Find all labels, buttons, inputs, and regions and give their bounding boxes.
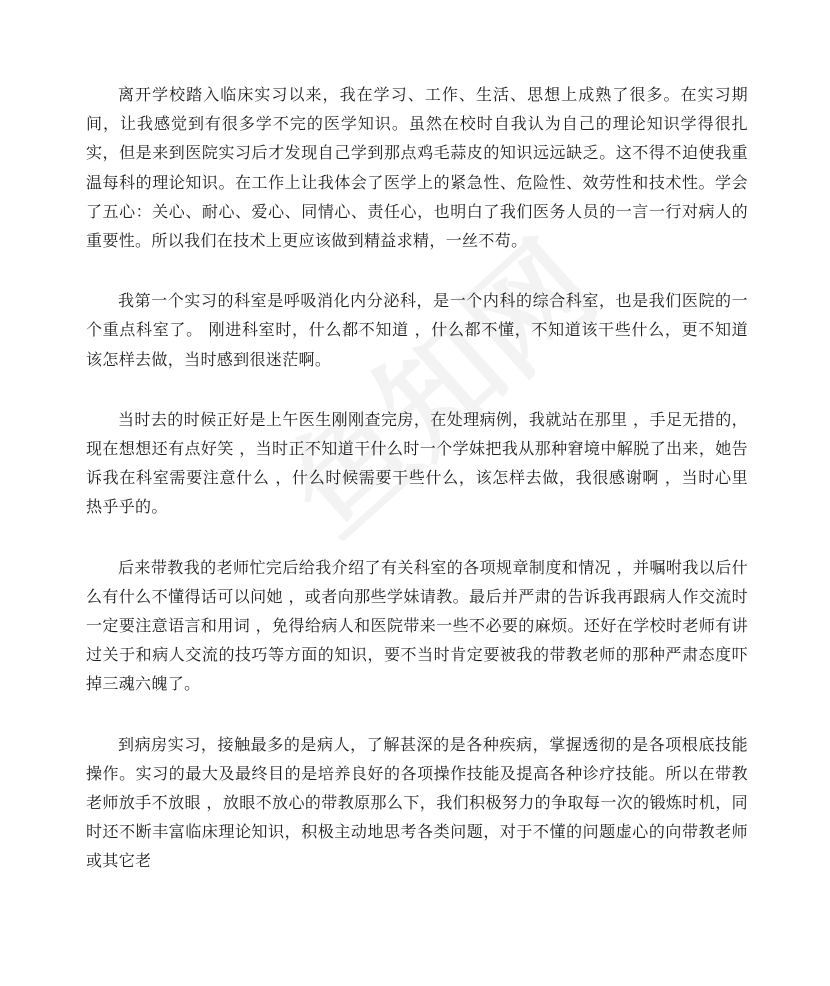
paragraph-4: 后来带教我的老师忙完后给我介绍了有关科室的各项规章制度和情况 ，并嘱咐我以后什么有什么不懂得话可以问她 ，或者向那些学妹请教。最后并严肃的告诉我再跟病人作交流时一定要注意语言和用词 ，免得给病人和医院带来一些不必要的麻烦。还好在学校时老师有讲过关于和病人交流的技巧等方面的知识，要不当时肯定要被我的带教老师的那种严肃态度吓掉三魂六魄了。: [86, 557, 748, 694]
paragraph-3: 当时去的时候正好是上午医生刚刚查完房，在处理病例，我就站在那里 ，手足无措的，现在想想还有点好笑 ，当时正不知道干什么时一个学妹把我从那种窘境中解脱了出来，她告诉我在科室需要注意什么 ，什么时候需要干些什么，该怎样去做，我很感谢啊 ，当时心里热乎乎的。: [86, 409, 748, 517]
paragraph-2: 我第一个实习的科室是呼吸消化内分泌科，是一个内科的综合科室，也是我们医院的一个重点科室了。 刚进科室时，什么都不知道 ，什么都不懂，不知道该干些什么，更不知道该怎样去做，当时感到很迷茫啊。: [86, 291, 748, 369]
paragraph-1: 离开学校踏入临床实习以来，我在学习、工作、生活、思想上成熟了很多。在实习期间，让我感觉到有很多学不完的医学知识。虽然在校时自我认为自己的理论知识学得很扎实，但是来到医院实习后才发现自己学到那点鸡毛蒜皮的知识远远缺乏。这不得不迫使我重温每科的理论知识。在工作上让我体会了医学上的紧急性、危险性、效劳性和技术性。学会了五心：关心、耐心、爱心、同情心、责任心，也明白了我们医务人员的一言一行对病人的重要性。所以我们在技术上更应该做到精益求精，一丝不苟。: [86, 85, 748, 251]
document-body: [86, 80, 748, 907]
paragraph-5: 到病房实习，接触最多的是病人，了解甚深的是各种疾病，掌握透彻的是各项根底技能操作。实习的最大及最终目的是培养良好的各项操作技能及提高各种诊疗技能。所以在带教老师放手不放眼 ，放眼不放心的带教原那么下，我们积极努力的争取每一次的锻炼时机，同时还不断丰富临床理论知识，积极主动地思考各类问题，对于不懂的问题虚心的向带教老师或其它老: [86, 734, 748, 871]
